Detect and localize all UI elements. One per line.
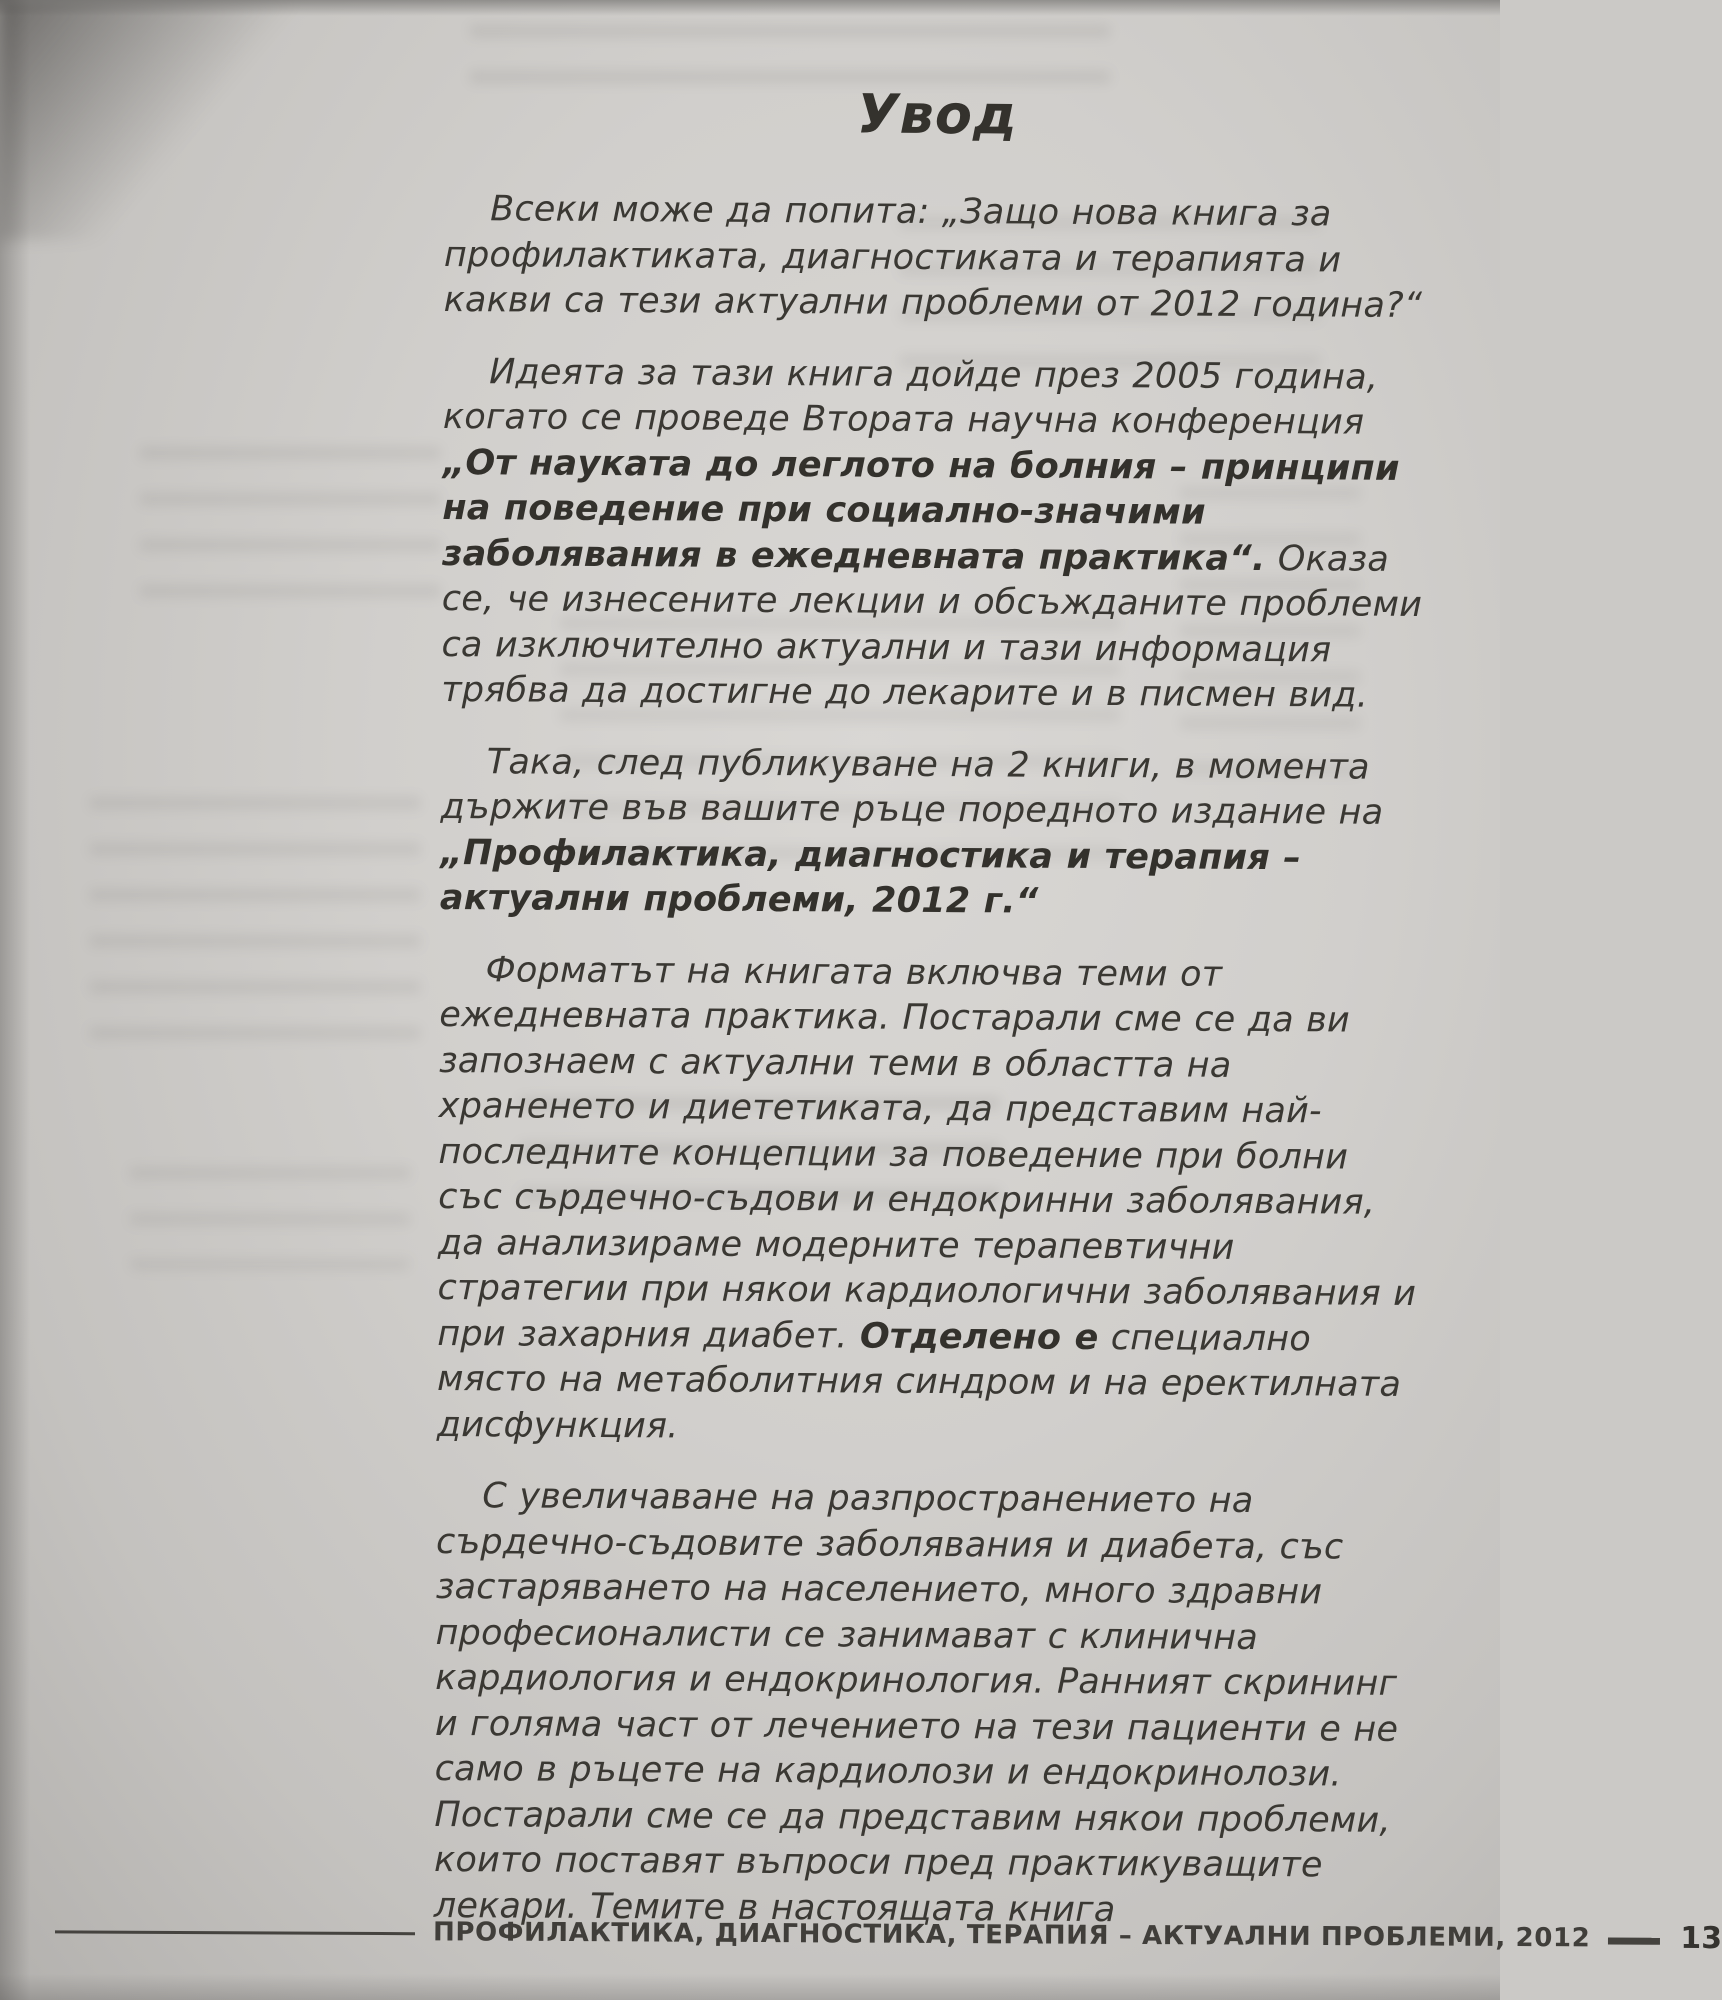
footer-dash — [1608, 1937, 1660, 1944]
page-corner-shadow — [0, 0, 320, 240]
page-footer — [55, 1912, 1722, 1957]
book-page-content — [434, 80, 1430, 1961]
paragraph — [440, 739, 1426, 927]
paragraph — [437, 947, 1425, 1454]
paragraph-text: Всеки може да попита: „Защо нова книга за профилактиката, диагностиката и терапията и какви са тези актуални проблеми от 2012 година?“ — [443, 189, 1423, 326]
footer-running-title: ПРОФИЛАКТИКА, ДИАГНОСТИКА, ТЕРАПИЯ – АКТУАЛНИ ПРОБЛЕМИ, 2012 — [432, 1916, 1591, 1953]
footer-rule — [55, 1930, 415, 1935]
paragraph-bold-text: „От науката до леглото на болния – принципи на поведение при социално-значими заболявания в ежедневната практика“. — [441, 442, 1400, 579]
paragraph-text: Форматът на книгата включва теми от ежедневната практика. Постарали сме се да ви запознаем с актуални теми в областта на храненето и диететиката, да представим най-последните концепции за поведение при болни със сърдечно-съдови и ендокринни заболявания, да анализираме модерните терапевтични стратегии при някои кардиологични заболявания и при захарния диабет. — [437, 949, 1417, 1357]
paragraph-text: специално място на метаболитния синдром и на еректилната дисфункция. — [436, 1317, 1402, 1446]
paragraph-text: Така, след публикуване на 2 книги, в момента държите във вашите ръце поредното издание на — [440, 741, 1384, 833]
paragraph — [434, 1474, 1422, 1935]
bleedthrough-smudge — [130, 1150, 410, 1270]
bleedthrough-smudge — [140, 430, 440, 610]
page-title: Увод — [856, 82, 1018, 147]
photo-left-edge — [0, 0, 30, 2000]
paragraph-text: С увеличаване на разпространението на сърдечно-съдовите заболявания и диабета, със застаряването на населението, много здравни професионалисти се занимават с клинична кардиология и ендокринология. Ранният скрининг и голяма част от лечението на тези пациенти е не само в ръцете на кардиолози и ендокринолози. Постарали сме се да представим някои проблеми, които поставят въпроси пред практикуващите лекари. Темите в настоящата книга — [433, 1476, 1399, 1930]
paragraph-bold-text: „Профилактика, диагностика и терапия – актуални проблеми, 2012 г.“ — [439, 832, 1302, 922]
paragraph — [441, 349, 1428, 719]
page-number: 13 — [1680, 1920, 1722, 1957]
paragraph-text: Оказа се, че изнесените лекции и обсъжданите проблеми са изключително актуални и тази информация трябва да достигне до лекарите и в писмен вид. — [441, 538, 1423, 716]
bleedthrough-smudge — [90, 780, 420, 1060]
photo-bottom-edge — [0, 1974, 1500, 2000]
paragraph-text: Идеята за тази книга дойде през 2005 година, когато се проведе Втората научна конференция — [442, 351, 1379, 443]
paragraph — [444, 187, 1430, 330]
paragraph-bold-text: Отделено е — [859, 1316, 1099, 1358]
